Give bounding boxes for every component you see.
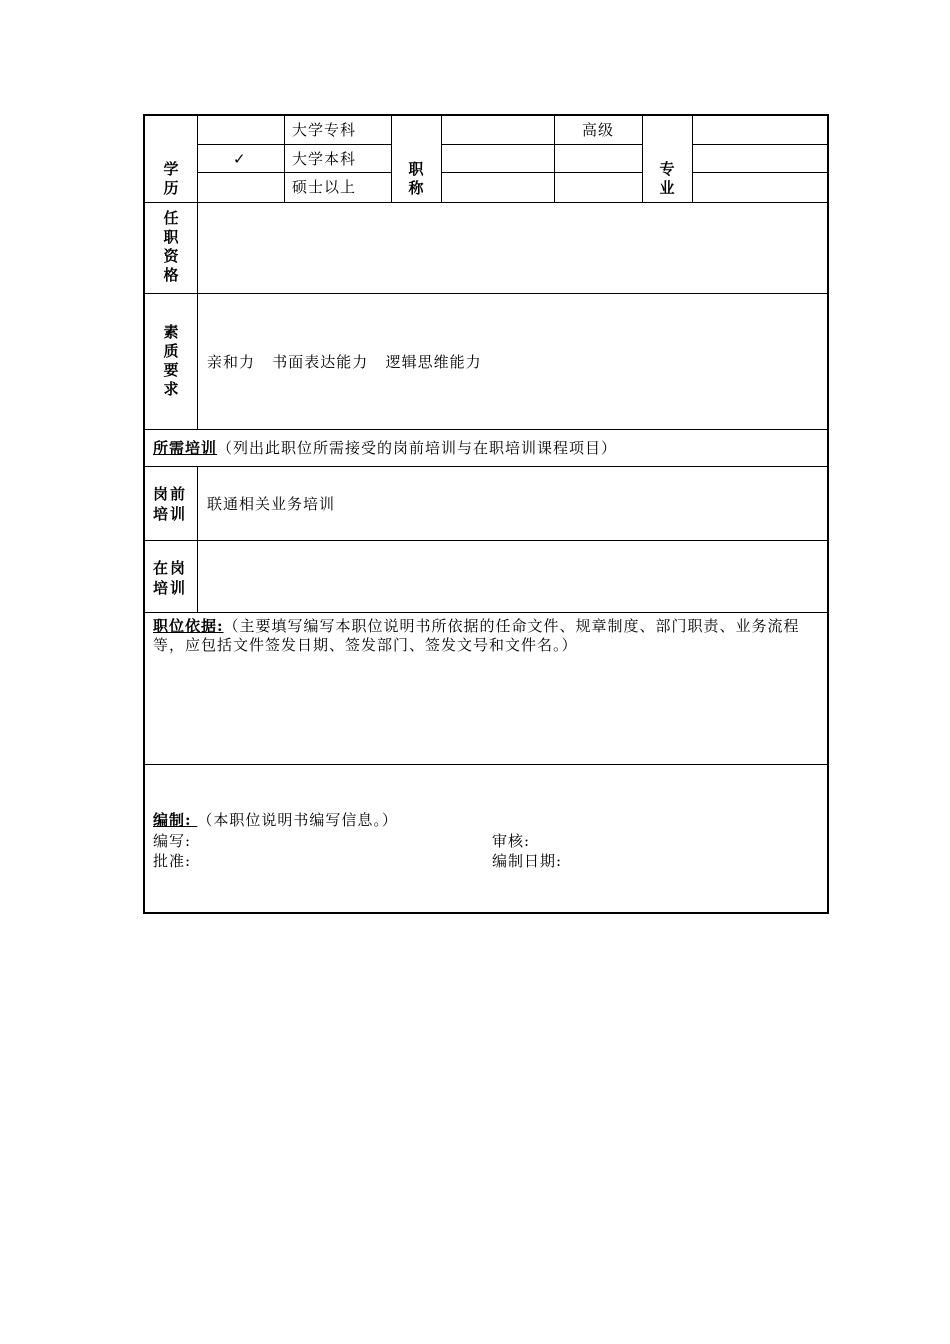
row-divider bbox=[145, 540, 829, 541]
col-divider bbox=[391, 116, 392, 202]
training-heading: 所需培训 bbox=[153, 439, 218, 457]
col-divider bbox=[441, 116, 442, 202]
compile-reviewer: 审核: bbox=[492, 832, 531, 850]
compile-heading-line bbox=[153, 811, 398, 830]
pre-training-label: 岗前培训 bbox=[153, 485, 188, 523]
job-description-table bbox=[143, 114, 829, 914]
col-divider bbox=[197, 466, 198, 612]
row-divider bbox=[145, 764, 829, 765]
row-divider bbox=[145, 202, 829, 203]
col-divider bbox=[692, 116, 693, 202]
education-level: 大学专科 bbox=[292, 121, 357, 139]
col-divider bbox=[197, 202, 198, 429]
education-level: 硕士以上 bbox=[292, 178, 357, 196]
onjob-training-label: 在岗培训 bbox=[153, 559, 188, 597]
basis-paragraph bbox=[153, 617, 819, 655]
check-mark-icon: ✓ bbox=[233, 150, 247, 168]
row-divider bbox=[197, 144, 391, 145]
compile-approver: 批准: bbox=[153, 852, 192, 870]
col-divider bbox=[197, 116, 198, 202]
title-label: 职称 bbox=[408, 160, 424, 197]
quality-value: 亲和力 书面表达能力 逻辑思维能力 bbox=[207, 353, 482, 371]
pre-training-value: 联通相关业务培训 bbox=[207, 495, 336, 513]
row-divider bbox=[145, 466, 829, 467]
basis-heading: 职位依据: bbox=[153, 617, 224, 635]
row-divider bbox=[197, 172, 391, 173]
title-level: 高级 bbox=[582, 121, 615, 139]
compile-date: 编制日期: bbox=[492, 852, 563, 870]
education-level: 大学本科 bbox=[292, 150, 357, 168]
row-divider bbox=[441, 144, 642, 145]
col-divider bbox=[642, 116, 643, 202]
col-divider bbox=[284, 116, 285, 202]
compile-writer: 编写: bbox=[153, 832, 192, 850]
row-divider bbox=[692, 172, 829, 173]
compile-heading: 编制: bbox=[153, 811, 192, 829]
training-note: （列出此职位所需接受的岗前培训与在职培训课程项目） bbox=[217, 439, 618, 457]
compile-note: （本职位说明书编写信息。） bbox=[197, 811, 398, 829]
basis-note: （主要填写编写本职位说明书所依据的任命文件、规章制度、部门职责、业务流程等，应包括文件签发日期、签发部门、签发文号和文件名。） bbox=[153, 617, 800, 654]
row-divider bbox=[145, 429, 829, 430]
major-label: 专业 bbox=[659, 160, 675, 197]
row-divider bbox=[441, 172, 642, 173]
row-divider bbox=[145, 293, 829, 294]
row-divider bbox=[145, 612, 829, 613]
education-label: 学历 bbox=[163, 160, 179, 197]
quality-label: 素质要求 bbox=[163, 323, 179, 398]
qualification-label: 任职资格 bbox=[163, 209, 179, 284]
col-divider bbox=[554, 116, 555, 202]
row-divider bbox=[692, 144, 829, 145]
training-heading-line bbox=[153, 439, 617, 458]
